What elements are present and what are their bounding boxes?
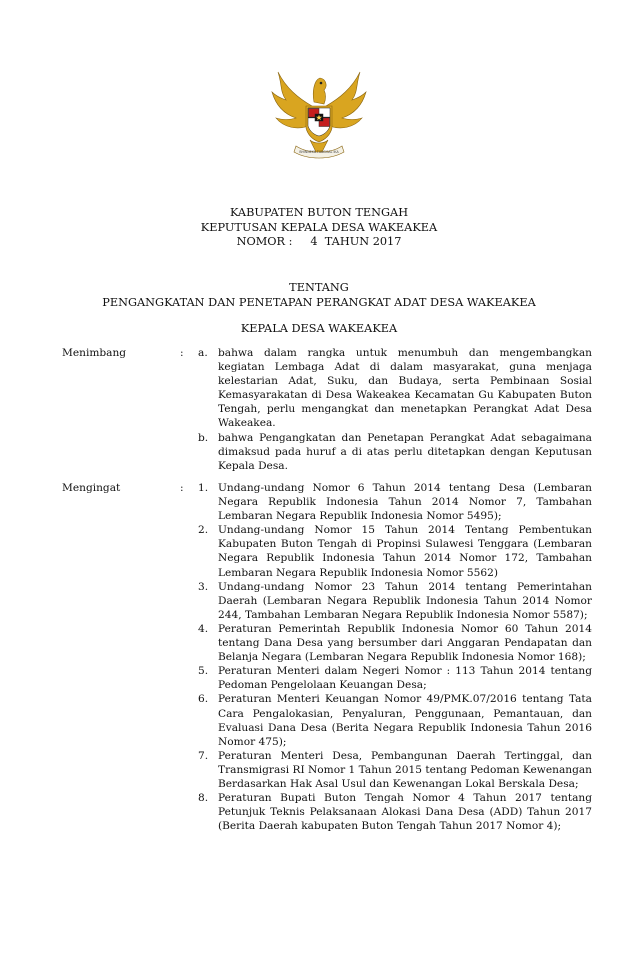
mengingat-section — [62, 481, 592, 833]
item-marker: b. — [198, 431, 209, 444]
mengingat-colon: : — [180, 482, 184, 494]
decree-number: NOMOR : 4 TAHUN 2017 — [236, 235, 402, 248]
item-text: Undang-undang Nomor 15 Tahun 2014 Tentang Pembentukan Kabupaten Buton Tengah di Propinsi Sulawesi Tenggara (Lembaran Negara Republik Indonesia Tahun 2014 Nomor 172, Tambahan Lembaran Negara Republik Indonesia Nomor 5562) — [218, 524, 592, 579]
item-marker: 6. — [198, 693, 209, 706]
list-item — [198, 692, 592, 748]
mengingat-label: Mengingat — [62, 482, 121, 494]
item-text: Peraturan Menteri Desa, Pembangunan Daerah Tertinggal, dan Transmigrasi RI Nomor 1 Tahun 2015 tentang Pedoman Kewenangan Berdasarkan Hak Asal Usul dan Kewenangan Lokal Berskala Desa; — [218, 749, 592, 790]
subject-block — [0, 281, 638, 310]
item-marker: 7. — [198, 749, 209, 762]
item-text: bahwa dalam rangka untuk menumbuh dan mengembangkan kegiatan Lembaga Adat di dalam masyarakat, guna menjaga kelestarian Adat, Suku, dan Budaya, serta Pembinaan Sosial Kemasyarakatan di Desa Wakeakea Kecamatan Gu Kabupaten Buton Tengah, perlu mengangkat dan menetapkan Perangkat Adat Desa Wakeakea. — [218, 347, 592, 430]
decree-title: KEPUTUSAN KEPALA DESA WAKEAKEA — [200, 220, 438, 234]
menimbang-section — [62, 346, 592, 473]
list-item — [198, 523, 592, 579]
item-marker: a. — [198, 347, 208, 359]
item-text: bahwa Pengangkatan dan Penetapan Perangkat Adat sebagaimana dimaksud pada huruf a di atas perlu ditetapkan dengan Keputusan Kepala Desa. — [218, 431, 592, 472]
menimbang-colon: : — [180, 347, 184, 359]
item-text: Peraturan Menteri Keuangan Nomor 49/PMK.07/2016 tentang Tata Cara Pengalokasian, Penyaluran, Penggunaan, Pemantauan, dan Evaluasi Dana Desa (Berita Negara Republik Indonesia Tahun 2016 Nomor 475); — [218, 693, 592, 748]
about-label: TENTANG — [289, 281, 349, 294]
item-marker: 8. — [198, 792, 209, 805]
item-marker: 4. — [198, 622, 209, 635]
emblem-motto: BHINNEKA TUNGGAL IKA — [299, 150, 339, 155]
list-item — [198, 481, 592, 523]
list-item — [198, 791, 592, 833]
subject-title: PENGANGKATAN DAN PENETAPAN PERANGKAT ADAT DESA WAKEAKEA — [102, 295, 536, 309]
menimbang-list — [198, 346, 592, 473]
item-marker: 2. — [198, 524, 209, 537]
list-item — [198, 580, 592, 622]
item-text: Undang-undang Nomor 23 Tahun 2014 tentang Pemerintahan Daerah (Lembaran Negara Republik Indonesia Tahun 2014 Nomor 244, Tambahan Lembaran Negara Republik Indonesia Nomor 5587); — [218, 580, 592, 621]
issuer-title: KEPALA DESA WAKEAKEA — [240, 322, 398, 335]
item-text: Peraturan Menteri dalam Negeri Nomor : 113 Tahun 2014 tentang Pedoman Pengelolaan Keuangan Desa; — [218, 665, 592, 692]
item-marker: 3. — [198, 580, 209, 593]
item-marker: 5. — [198, 665, 209, 678]
list-item — [198, 346, 592, 431]
list-item — [198, 664, 592, 692]
item-text: Peraturan Pemerintah Republik Indonesia Nomor 60 Tahun 2014 tentang Dana Desa yang bersumber dari Anggaran Pendapatan dan Belanja Negara (Lembaran Negara Republik Indonesia Nomor 168); — [218, 622, 592, 664]
region-title: KABUPATEN BUTON TENGAH — [229, 206, 409, 219]
item-marker: 1. — [198, 482, 209, 494]
mengingat-list — [198, 481, 592, 833]
list-item — [198, 622, 592, 664]
garuda-pancasila-emblem-icon — [268, 66, 370, 166]
decree-header — [0, 206, 638, 250]
item-text: Peraturan Bupati Buton Tengah Nomor 4 Tahun 2017 tentang Petunjuk Teknis Pelaksanaan Alokasi Dana Desa (ADD) Tahun 2017 (Berita Daerah kabupaten Buton Tengah Tahun 2017 Nomor 4); — [218, 792, 592, 833]
menimbang-label: Menimbang — [62, 347, 127, 359]
item-text: Undang-undang Nomor 6 Tahun 2014 tentang Desa (Lembaran Negara Republik Indonesia Tahun 2014 Nomor 7, Tambahan Lembaran Negara Republik Indonesia Nomor 5495); — [218, 482, 592, 523]
list-item — [198, 749, 592, 791]
list-item — [198, 431, 592, 473]
